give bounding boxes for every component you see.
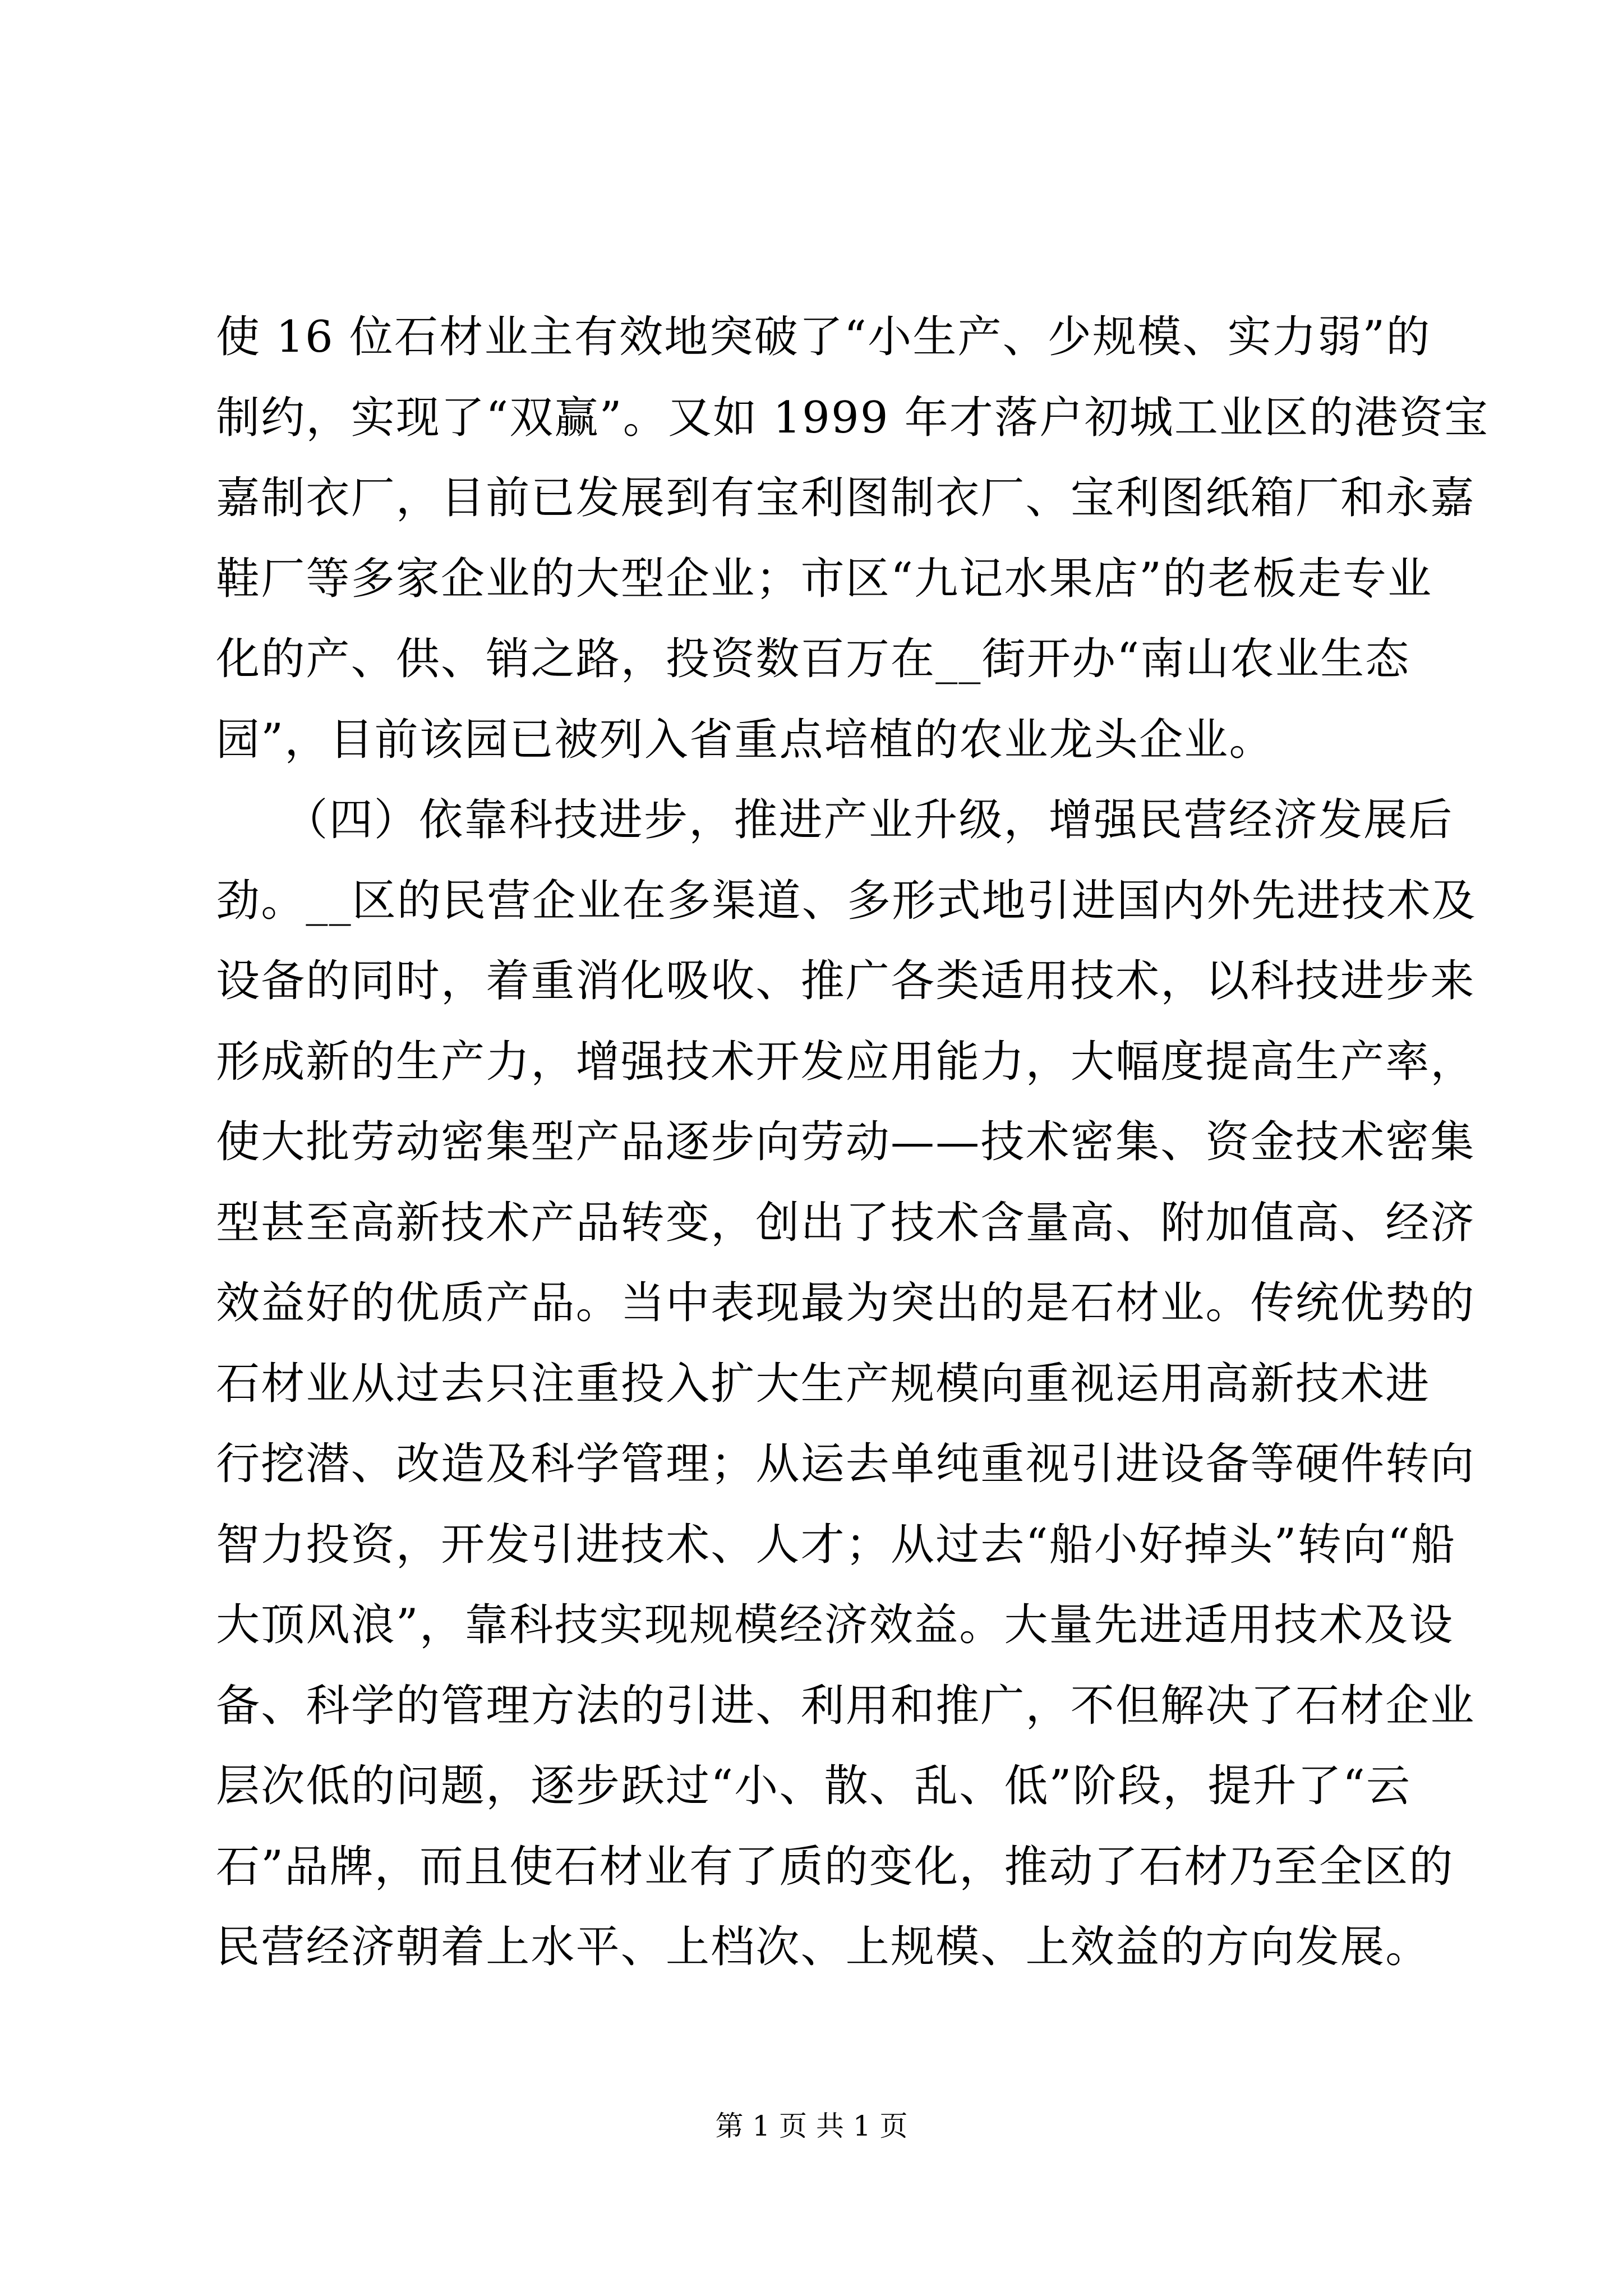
text-line: 形成新的生产力，增强技术开发应用能力，大幅度提高生产率，: [216, 1036, 1476, 1087]
text-line: 嘉制衣厂，目前已发展到有宝利图制衣厂、宝利图纸箱厂和永嘉: [216, 473, 1476, 523]
text-line: 备、科学的管理方法的引进、利用和推广，不但解决了石材企业: [216, 1680, 1476, 1731]
text-line: 效益好的优质产品。当中表现最为突出的是石材业。传统优势的: [216, 1278, 1476, 1328]
text-line: 使大批劳动密集型产品逐步向劳动——技术密集、资金技术密集: [216, 1117, 1476, 1167]
text-line: 石材业从过去只注重投入扩大生产规模向重视运用高新技术进: [216, 1358, 1431, 1409]
body-text: [216, 297, 1490, 1988]
page-footer: 第 1 页 共 1 页: [715, 2110, 908, 2142]
text-line: 化的产、供、销之路，投资数百万在__街开办“南山农业生态: [216, 634, 1410, 684]
text-line: 大顶风浪”，靠科技实现规模经济效益。大量先进适用技术及设: [216, 1600, 1454, 1650]
text-line: 园”，目前该园已被列入省重点培植的农业龙头企业。: [216, 714, 1274, 765]
text-line: 鞋厂等多家企业的大型企业；市区“九记水果店”的老板走专业: [216, 553, 1433, 604]
text-line: 劲。__区的民营企业在多渠道、多形式地引进国内外先进技术及: [216, 875, 1477, 926]
text-line: 使 16 位石材业主有效地突破了“小生产、少规模、实力弱”的: [216, 312, 1431, 362]
text-line: 石”品牌，而且使石材业有了质的变化，推动了石材乃至全区的: [216, 1841, 1454, 1892]
text-line: 智力投资，开发引进技术、人才；从过去“船小好掉头”转向“船: [216, 1519, 1456, 1570]
text-line: 民营经济朝着上水平、上档次、上规模、上效益的方向发展。: [216, 1922, 1431, 1972]
text-line: 设备的同时，着重消化吸收、推广各类适用技术，以科技进步来: [216, 956, 1476, 1006]
text-line: 制约，实现了“双赢”。又如 1999 年才落户初城工业区的港资宝: [216, 392, 1490, 443]
text-line: 行挖潜、改造及科学管理；从运去单纯重视引进设备等硬件转向: [216, 1439, 1476, 1489]
text-line: 型甚至高新技术产品转变，创出了技术含量高、附加值高、经济: [216, 1197, 1476, 1248]
text-line: （四）依靠科技进步，推进产业升级，增强民营经济发展后: [216, 795, 1454, 845]
text-line: 层次低的问题，逐步跃过“小、散、乱、低”阶段，提升了“云: [216, 1761, 1412, 1811]
